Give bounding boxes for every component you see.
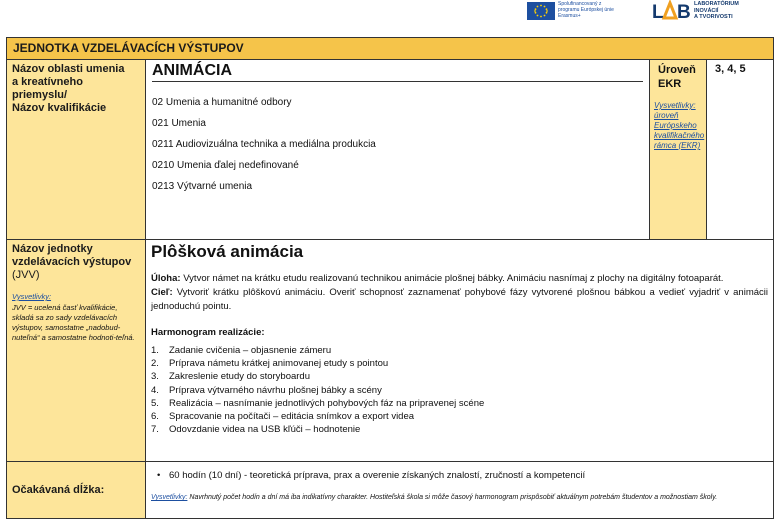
jvv-explanation-note: Vysvetlivky: JVV = ucelená časť kvalifikácie, skladá sa zo sady vzdelávacích výstupov, samostatne „nadobud-nuteľná“ a samostatne hodnoti-teľná. (12, 292, 135, 342)
duration-label-cell: Očakávaná dĺžka: (7, 462, 146, 518)
duration-content (146, 462, 773, 518)
list-item: 7. Odovzdanie videa na USB kľúči – hodnotenie (151, 424, 361, 436)
code-item: 02 Umenia a humanitné odbory (152, 97, 292, 108)
qualification-name: ANIMÁCIA (152, 60, 643, 82)
bullet-icon: • (157, 470, 161, 481)
unit-content (146, 240, 773, 461)
list-item: 6. Spracovanie na počítači – editácia snímkov a export videa (151, 411, 415, 423)
task-paragraph: Úloha: Vytvor námet na krátku etudu realizovanú technikou animácie plošnej bábky. Animáciu nasnímaj z plochy na digitálny fotoaparát. (151, 273, 724, 284)
ekr-level-label-cell: Úroveň EKR Vysvetlivky: úroveň Európskeho kvalifikačného rámca (EKR) (650, 60, 707, 239)
schedule-heading: Harmonogram realizácie: (151, 327, 265, 338)
duration-bullet: • 60 hodín (10 dní) - teoretická príprava, prax a overenie získaných znalostí, zručností a kompetencií (151, 470, 768, 482)
eu-cofunding-text: Spolufinancovaný z programu Európskej únie Erasmus+ (558, 1, 614, 19)
qualification-label-cell: Názov oblasti umenia a kreatívneho priemyslu/ Názov kvalifikácie (7, 60, 146, 239)
page-header (0, 0, 780, 30)
list-item: 3. Zakreslenie etudy do storyboardu (151, 371, 310, 383)
eu-flag-icon (527, 2, 555, 20)
duration-footnote: Vysvetlivky: Navrhnutý počet hodín a dní má iba indikatívny charakter. Hostiteľská škola si môže časový harmonogram prispôsobiť aktuálnym potrebám študentov a možnostiam školy. (151, 494, 718, 501)
isced-code-list (146, 82, 649, 197)
ekr-explanation-note: Vysvetlivky: úroveň Európskeho kvalifikačného rámca (EKR) (654, 101, 705, 150)
unit-row (7, 240, 773, 462)
list-item: 2. Príprava námetu krátkej animovanej etudy s pointou (151, 358, 389, 370)
code-item: 021 Umenia (152, 118, 206, 129)
unit-title: Plôšková animácia (151, 242, 304, 261)
schedule-list (151, 344, 768, 436)
list-item: 1. Zadanie cvičenia – objasnenie zámeru (151, 345, 332, 356)
goal-paragraph: Cieľ: Vytvoriť krátku plôškovú animáciu. Overiť schopnosť zaznamenať pohybové fázy vytvorené plošnou bábkou a vedieť vyjadriť v animácii jednoduchú pointu. (151, 287, 768, 312)
lab-logo (652, 0, 692, 22)
code-item: 0213 Výtvarné umenia (152, 181, 253, 192)
qualification-content (146, 60, 650, 239)
list-item: 4. Príprava výtvarného návrhu plošnej bábky a scény (151, 384, 382, 396)
duration-row (7, 462, 773, 518)
lab-logo-text: LABORATÓRIUM INOVÁCIÍ A TVORIVOSTI (694, 1, 739, 20)
list-item: 5. Realizácia – nasnímanie jednotlivých pohybových fáz na pripravenej scéne (151, 397, 485, 409)
learning-outcomes-table (6, 37, 774, 519)
code-item: 0211 Audiovizuálna technika a mediálna produkcia (152, 139, 376, 150)
ekr-levels-value: 3, 4, 5 (715, 63, 746, 75)
code-item: 0210 Umenia ďalej nedefinované (152, 160, 299, 171)
qualification-row (7, 60, 773, 240)
svg-text:L: L (652, 2, 664, 22)
unit-label-cell: Názov jednotky vzdelávacích výstupov (JVV) Vysvetlivky: JVV = ucelená časť kvalifikácie, skladá sa zo sady vzdelávacích výstupov, samostatne „nadobud-nuteľná“ a samostatne hodnoti-teľná. (7, 240, 146, 461)
table-title: JEDNOTKA VZDELÁVACÍCH VÝSTUPOV (7, 38, 773, 60)
svg-text:B: B (677, 2, 691, 22)
